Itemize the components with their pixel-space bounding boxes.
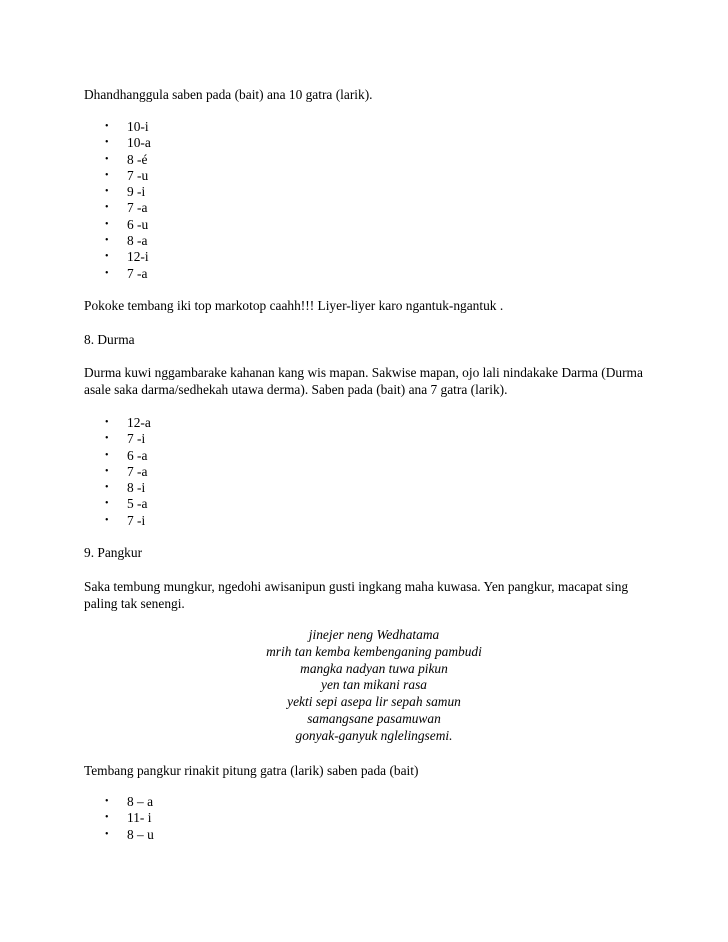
- list-item: [84, 200, 151, 216]
- durma-description: Durma kuwi nggambarake kahanan kang wis mapan. Sakwise mapan, ojo lali nindakake Darma (Durma asale saka darma/sedhekah utawa derma). Saben pada (bait) ana 7 gatra (larik).: [84, 365, 643, 397]
- bullet-icon: •: [105, 465, 109, 477]
- list-item: [84, 152, 151, 168]
- list-item: [84, 119, 151, 135]
- pangkur-heading: 9. Pangkur: [84, 545, 143, 560]
- list-item: [84, 810, 154, 826]
- list-item-text: 8 -é: [127, 151, 148, 167]
- bullet-icon: •: [105, 251, 109, 263]
- poem-line: yen tan mikani rasa: [321, 677, 427, 693]
- poem-line: jinejer neng Wedhatama: [308, 627, 440, 642]
- list-item: [84, 266, 151, 282]
- pangkur-gatra-text: Tembang pangkur rinakit pitung gatra (larik) saben pada (bait): [84, 763, 419, 778]
- list-item-text: 5 -a: [127, 496, 148, 512]
- bullet-icon: •: [105, 153, 109, 165]
- bullet-icon: •: [105, 121, 109, 132]
- dhandhanggula-gatra-list: [84, 119, 151, 282]
- list-item: [84, 249, 151, 265]
- list-item: [84, 513, 151, 529]
- list-item-text: 7 -a: [127, 265, 148, 281]
- list-item: [84, 464, 151, 480]
- list-item-text: 10-a: [127, 135, 151, 151]
- list-item-text: 8 -a: [127, 233, 148, 249]
- list-item: [84, 184, 151, 200]
- list-item-text: 8 -i: [127, 480, 146, 496]
- list-item-text: 6 -u: [127, 216, 149, 232]
- pangkur-poem: [84, 627, 664, 745]
- list-item-text: 8 – a: [127, 794, 154, 809]
- bullet-icon: •: [105, 796, 109, 807]
- list-item-text: 7 -i: [127, 512, 146, 528]
- list-item-text: 12-a: [127, 415, 151, 430]
- bullet-icon: •: [105, 498, 109, 510]
- list-item-text: 7 -u: [127, 167, 149, 183]
- bullet-icon: •: [105, 828, 109, 840]
- list-item-text: 7 -a: [127, 200, 148, 216]
- bullet-icon: •: [105, 218, 109, 230]
- pangkur-gatra-list: [84, 794, 154, 843]
- list-item: [84, 415, 151, 431]
- list-item-text: 7 -a: [127, 463, 148, 479]
- bullet-icon: •: [105, 202, 109, 214]
- list-item: [84, 496, 151, 512]
- bullet-icon: •: [105, 514, 109, 526]
- list-item: [84, 168, 151, 184]
- pangkur-description: Saka tembung mungkur, ngedohi awisanipun gusti ingkang maha kuwasa. Yen pangkur, macapat sing paling tak senengi.: [84, 579, 629, 611]
- bullet-icon: •: [105, 137, 109, 149]
- bullet-icon: •: [105, 235, 109, 247]
- dhandhanggula-intro: Dhandhanggula saben pada (bait) ana 10 gatra (larik).: [84, 87, 373, 102]
- list-item-text: 6 -a: [127, 447, 148, 463]
- poem-line: gonyak-ganyuk nglelingsemi.: [295, 727, 453, 743]
- poem-line: mangka nadyan tuwa pikun: [300, 660, 448, 676]
- list-item-text: 12-i: [127, 249, 149, 265]
- list-item: [84, 217, 151, 233]
- list-item-text: 7 -i: [127, 431, 146, 447]
- list-item: [84, 827, 154, 843]
- bullet-icon: •: [105, 482, 109, 494]
- list-item: [84, 794, 154, 810]
- bullet-icon: •: [105, 417, 109, 428]
- bullet-icon: •: [105, 433, 109, 445]
- dhandhanggula-comment: Pokoke tembang iki top markotop caahh!!! Liyer-liyer karo ngantuk-ngantuk .: [84, 298, 504, 313]
- poem-line: samangsane pasamuwan: [307, 710, 441, 726]
- list-item-text: 8 – u: [127, 826, 154, 842]
- list-item-text: 9 -i: [127, 184, 146, 200]
- durma-heading: 8. Durma: [84, 332, 135, 347]
- list-item: [84, 233, 151, 249]
- bullet-icon: •: [105, 449, 109, 461]
- bullet-icon: •: [105, 267, 109, 279]
- list-item-text: 10-i: [127, 119, 149, 134]
- poem-line: yekti sepi asepa lir sepah samun: [287, 694, 461, 710]
- list-item: [84, 135, 151, 151]
- bullet-icon: •: [105, 812, 109, 824]
- list-item: [84, 480, 151, 496]
- list-item: [84, 448, 151, 464]
- list-item: [84, 431, 151, 447]
- bullet-icon: •: [105, 169, 109, 181]
- bullet-icon: •: [105, 186, 109, 198]
- durma-gatra-list: [84, 415, 151, 529]
- list-item-text: 11- i: [127, 810, 152, 826]
- poem-line: mrih tan kemba kembenganing pambudi: [266, 643, 482, 659]
